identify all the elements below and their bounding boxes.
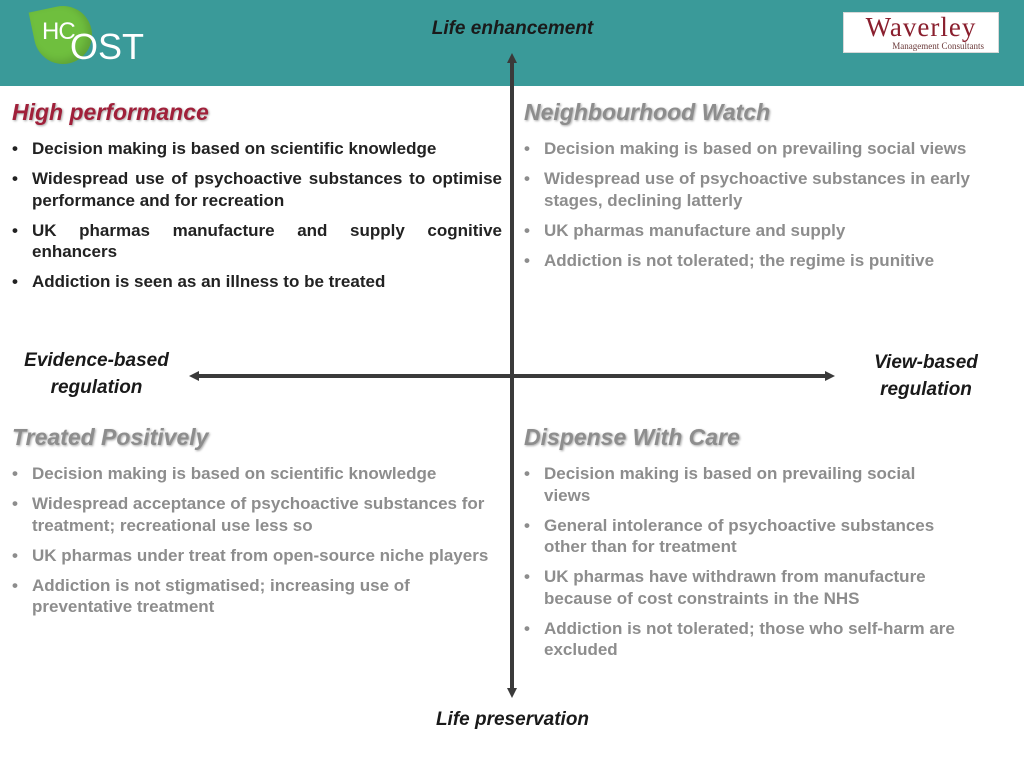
list-item	[12, 493, 494, 536]
bullet-list	[524, 463, 964, 661]
quadrant-title: Dispense With Care	[524, 424, 740, 450]
quadrant-title: Neighbourhood Watch	[524, 99, 771, 125]
bullet-icon: •	[12, 494, 18, 513]
list-item	[524, 220, 984, 242]
list-item-text: Widespread acceptance of psychoactive substances for treatment; recreational use less so	[32, 494, 485, 535]
bullet-icon: •	[12, 169, 18, 188]
bullet-icon: •	[12, 272, 18, 291]
list-item	[12, 271, 502, 293]
bullet-list	[12, 138, 502, 293]
list-item-text: Addiction is not tolerated; the regime is punitive	[544, 250, 935, 270]
bullet-icon: •	[12, 575, 18, 595]
quadrant-title: Treated Positively	[12, 424, 209, 450]
bullet-list	[524, 138, 984, 271]
list-item-text: Decision making is based on scientific knowledge	[32, 464, 437, 483]
quadrant-high-performance	[12, 96, 502, 301]
list-item	[524, 250, 984, 272]
list-item-text: UK pharmas under treat from open-source niche players	[32, 545, 489, 565]
quadrant-dispense-with-care	[524, 421, 964, 669]
list-item-text: Addiction is seen as an illness to be treated	[32, 272, 386, 291]
waverley-logo	[843, 12, 999, 53]
list-item-text: Widespread use of psychoactive substances in early stages, declining latterly	[544, 169, 970, 210]
bullet-icon: •	[524, 515, 530, 535]
bullet-icon: •	[524, 464, 530, 483]
bullet-icon: •	[524, 567, 530, 586]
list-item-text: UK pharmas manufacture and supply	[544, 220, 846, 240]
list-item	[12, 138, 502, 160]
list-item	[524, 138, 984, 160]
list-item-text: Addiction is not stigmatised; increasing use of preventative treatment	[32, 575, 410, 616]
logo-hc: HC	[42, 18, 75, 45]
quadrant-treated-positively	[12, 421, 494, 626]
bullet-icon: •	[12, 220, 18, 240]
bullet-icon: •	[524, 618, 530, 638]
quadrant-neighbourhood-watch	[524, 96, 984, 280]
list-item	[12, 168, 502, 211]
logo-suffix: OST	[70, 26, 145, 67]
hc-ost-logo	[30, 4, 145, 68]
list-item	[12, 545, 494, 567]
axis-label-left: Evidence-based regulation	[24, 350, 169, 398]
bullet-list	[12, 463, 494, 618]
list-item-text: Decision making is based on scientific knowledge	[32, 139, 437, 158]
list-item-text: Widespread use of psychoactive substances to optimise performance and for recreation	[32, 169, 502, 210]
axis-label-right: View-based regulation	[874, 352, 978, 400]
list-item	[524, 618, 964, 661]
list-item	[12, 220, 502, 263]
list-item-text: Decision making is based on prevailing social views	[544, 464, 916, 505]
list-item	[524, 463, 964, 506]
axis-label-bottom: Life preservation	[435, 709, 590, 730]
list-item-text: UK pharmas have withdrawn from manufacture because of cost constraints in the NHS	[544, 567, 926, 608]
list-item-text: Addiction is not tolerated; those who self-harm are excluded	[544, 618, 955, 659]
waverley-subtitle: Management Consultants	[892, 41, 984, 51]
list-item	[12, 463, 494, 485]
list-item	[524, 515, 964, 558]
list-item	[524, 168, 984, 211]
list-item	[524, 566, 964, 609]
list-item-text: General intolerance of psychoactive substances other than for treatment	[544, 515, 935, 556]
list-item	[12, 575, 494, 618]
bullet-icon: •	[12, 139, 18, 158]
bullet-icon: •	[12, 545, 18, 565]
bullet-icon: •	[524, 169, 530, 188]
waverley-name: Waverley	[865, 12, 977, 42]
axis-label-top: Life enhancement	[431, 18, 594, 39]
list-item-text: UK pharmas manufacture and supply cognitive enhancers	[32, 220, 502, 261]
quadrant-title: High performance	[12, 99, 209, 125]
bullet-icon: •	[12, 464, 18, 483]
bullet-icon: •	[524, 220, 530, 240]
bullet-icon: •	[524, 139, 530, 158]
bullet-icon: •	[524, 250, 530, 270]
list-item-text: Decision making is based on prevailing social views	[544, 139, 967, 158]
